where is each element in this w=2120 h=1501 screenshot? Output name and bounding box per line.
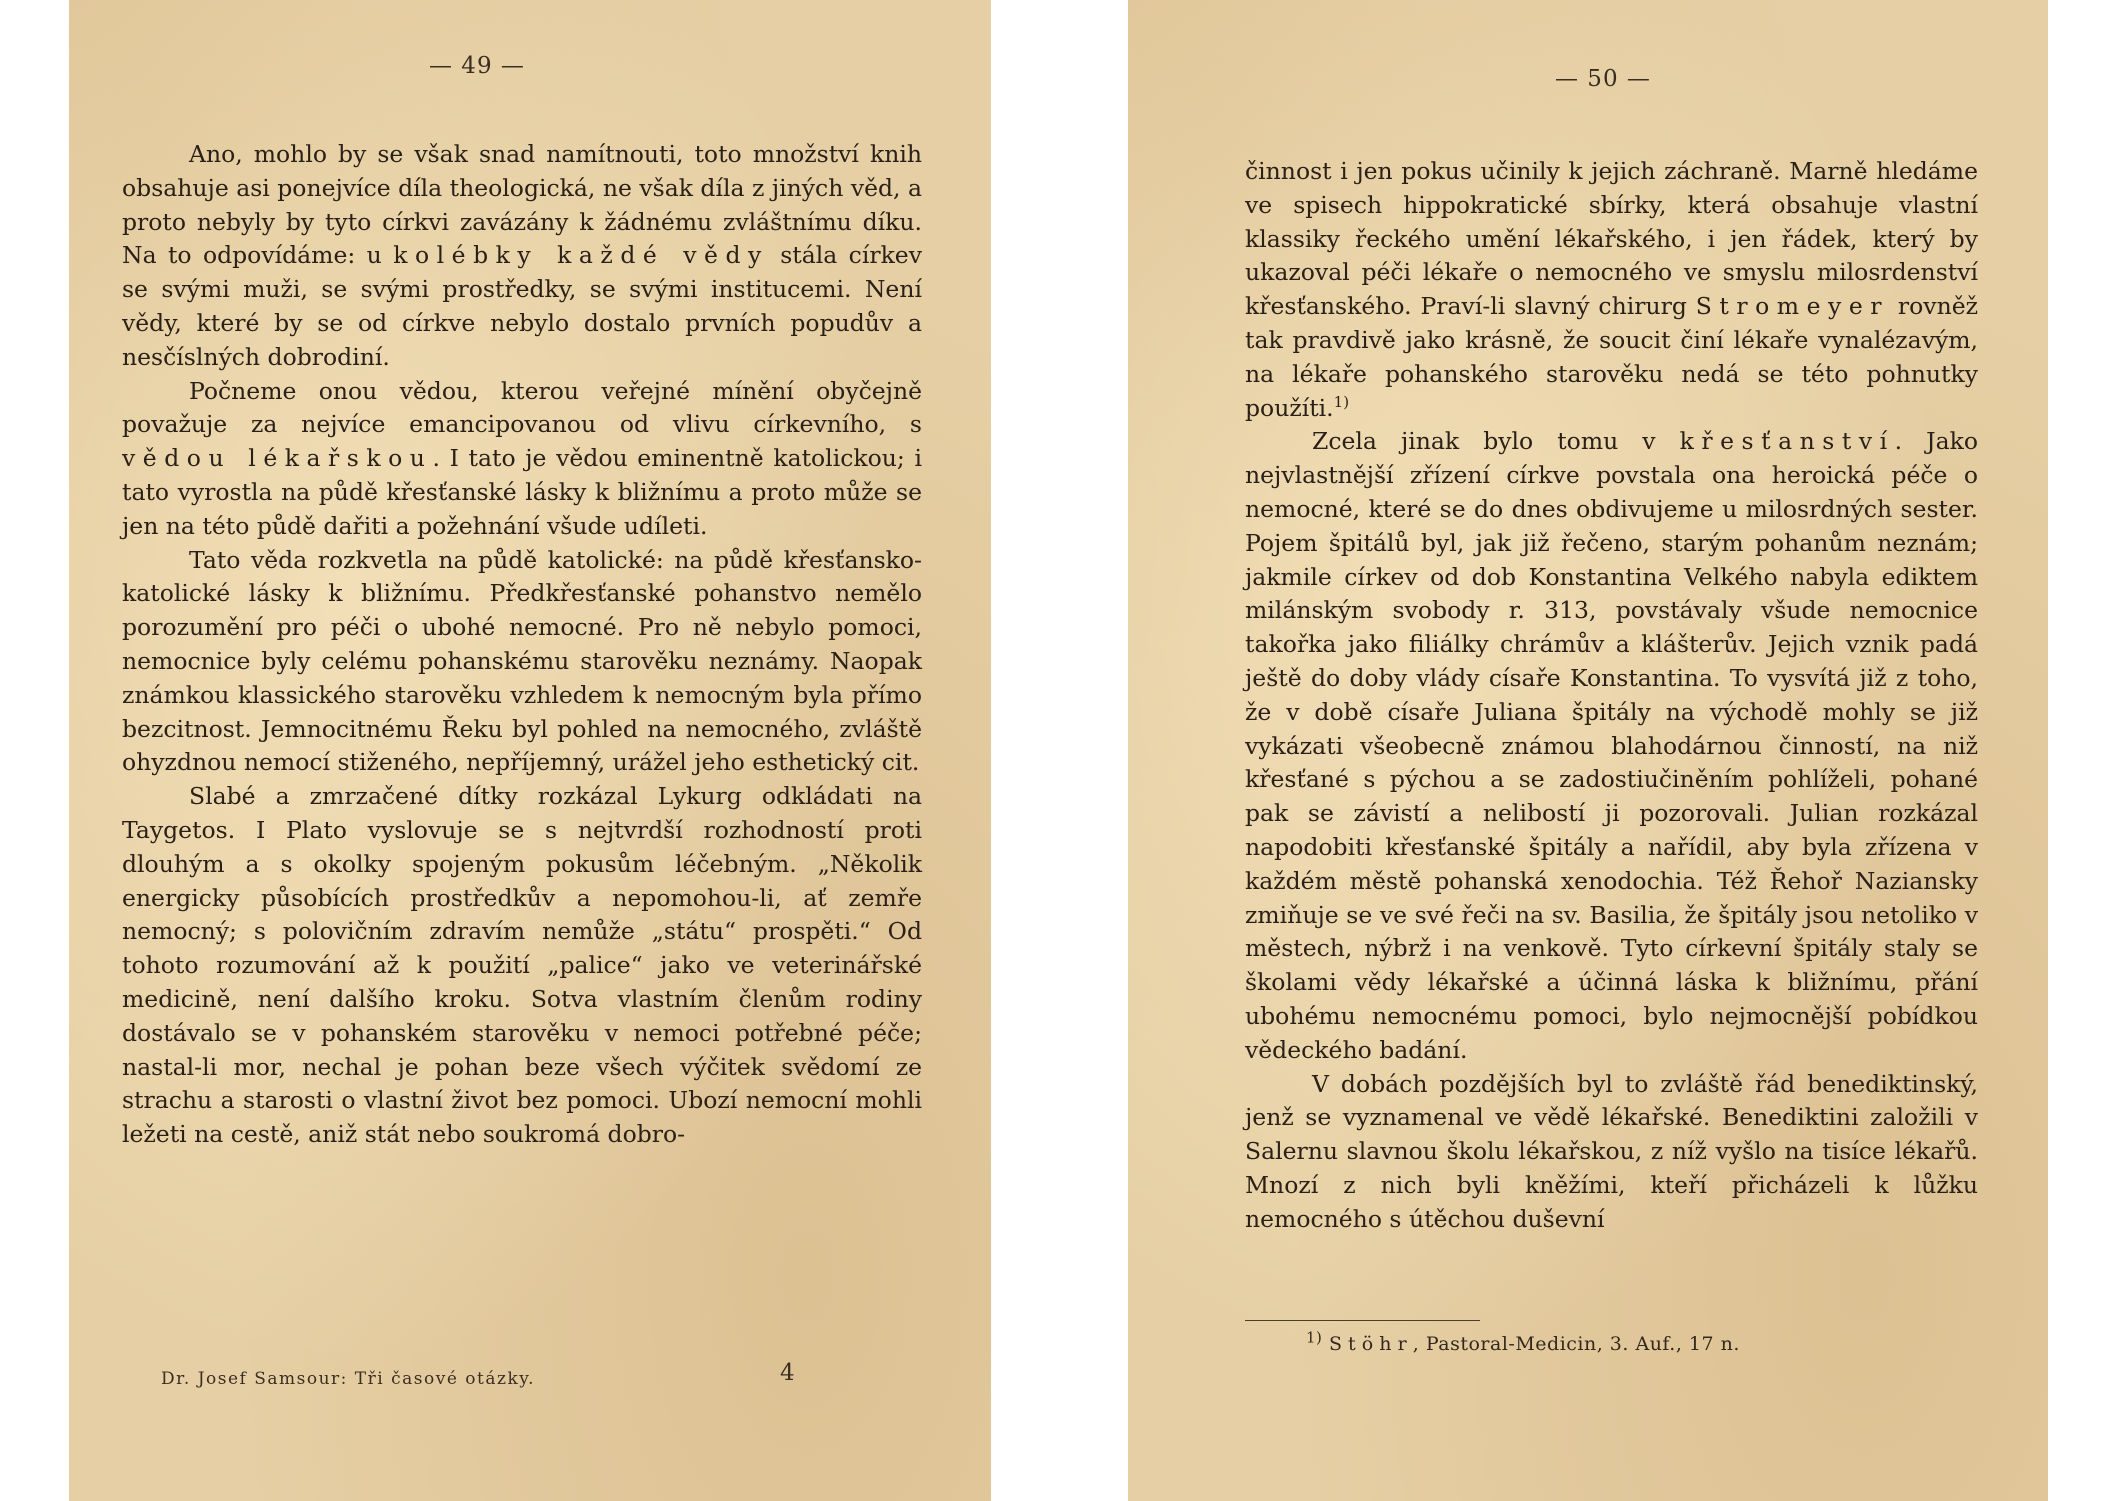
paragraph (1245, 425, 1978, 1067)
footer-signature: Dr. Josef Samsour: Tři časové otázky. (161, 1369, 535, 1389)
text-run: V dobách pozdějších byl to zvláště řád benediktinský, jenž se vyznamenal ve vědě lékařské. Benediktini založili v Salernu slavnou školu lékařskou, z níž vyšlo na tisíce lékařů. Mnozí z nich byli kněžími, kteří přicházeli k lůžku nemocného s útěchou duševní (1245, 1069, 1978, 1233)
sheet-number: 4 (780, 1360, 795, 1386)
footnote (1306, 1328, 1740, 1355)
text-run: Ano, mohlo by se však snad namítnouti, toto množství knih obsahuje asi ponejvíce díla theologická, ne však díla z jiných věd, a proto nebyly by tyto církvi zavázány k žádnému zvláštnímu díku. Na to odpovídáme: u (122, 140, 922, 270)
text-run: Tato věda rozkvetla na půdě katolické: na půdě křesťansko-katolické lásky k bližnímu. Předkřesťanské pohanstvo nemělo porozumění pro péči o ubohé nemocné. Pro ně nebylo pomoci, nemocnice byly celému pohanskému starověku neznámy. Naopak známkou klassického starověku vzhledem k nemocným byla přímo bezcitnost. Jemnocitnému Řeku byl pohled na nemocného, zvláště ohyzdnou nemocí stiženého, nepříjemný, urážel jeho esthetický cit. (122, 545, 922, 777)
spaced-emphasis: vědou lékařskou (122, 444, 433, 473)
right-page (1128, 0, 2048, 1501)
text-run: činnost i jen pokus učinily k jejich záchraně. Marně hledáme ve spisech hippokratické sbírky, která obsahuje vlastní klassiky řeckého umění lékařského, i jen řádek, který by ukazoval péči lékaře o nemocného ve smyslu milosrdenství křesťanského. Praví-li slavný chirurg (1245, 157, 1978, 321)
footnote-rule (1245, 1320, 1480, 1321)
footnote-text: , Pastoral-Medicin, 3. Auf., 17 n. (1412, 1333, 1740, 1355)
left-page (69, 0, 991, 1501)
paragraph (1245, 155, 1978, 425)
spaced-emphasis: Stromeyer (1695, 292, 1889, 321)
text-run: Zcela jinak bylo tomu v (1312, 427, 1680, 456)
text-run: stála církev se svými muži, se svými prostředky, se svými institucemi. Není vědy, které by se od církve nebylo dostalo prvních popudův a nesčíslných dobrodiní. (122, 241, 922, 371)
paragraph (122, 138, 922, 375)
spaced-emphasis: křesťanství (1679, 427, 1895, 456)
text-run: rovněž tak pravdivě jako krásně, že soucit činí lékaře vynalézavým, na lékaře pohanského starověku nedá se této pohnutky použíti. (1245, 292, 1978, 422)
paragraph (1245, 1068, 1978, 1237)
footnote-reference: 1) (1333, 392, 1350, 411)
footnote-author: Stöhr (1328, 1333, 1413, 1355)
text-run: . Jako nejvlastnější zřízení církve povstala ona heroická péče o nemocné, které se do dnes obdivujeme u milosrdných sester. Pojem špitálů byl, jak již řečeno, starým pohanům neznám; jakmile církev od dob Konstantina Velkého nabyla ediktem milánským svobody r. 313, povstávaly všude nemocnice takořka jako filiálky chrámův a klášterův. Jejich vznik padá ještě do doby vlády císaře Konstantina. To vysvítá již z toho, že v době císaře Juliana špitály na východě mohly se již vykázati všeobecně známou blahodárnou činností, na niž křesťané s pýchou a se zadostiučiněním pohlíželi, pohané pak se závistí a nelibostí ji pozorovali. Julian rozkázal napodobiti křesťanské špitály a nařídil, aby byla zřízena v každém městě pohanská xenodochia. Též Řehoř Naziansky zmiňuje se ve své řeči na sv. Basilia, že špitály jsou netoliko v městech, nýbrž i na venkově. Tyto církevní špitály staly se školami vědy lékařské a účinná láska k bližnímu, přání ubohému nemocnému pomoci, bylo nejmocnější pobídkou vědeckého badání. (1245, 427, 1978, 1064)
footnote-marker: 1) (1306, 1328, 1323, 1347)
paragraph (122, 375, 922, 544)
paragraph (122, 544, 922, 781)
paragraph (122, 780, 922, 1152)
text-run: Počneme onou vědou, kterou veřejné mínění obyčejně považuje za nejvíce emancipovanou od vlivu církevního, s (122, 376, 922, 439)
page-body-text (1245, 155, 1978, 1237)
page-body-text (122, 138, 922, 1152)
page-number: — 49 — (429, 53, 525, 79)
text-run: Slabé a zmrzačené dítky rozkázal Lykurg odkládati na Taygetos. I Plato vyslovuje se s nejtvrdší rozhodností proti dlouhým a s okolky spojeným pokusům léčebným. „Několik energicky působících prostředkův a nepomohou-li, ať zemře nemocný; s polovičním zdravím nemůže „státu“ prospěti.“ Od tohoto rozumování až k použití „palice“ jako ve veterinářské medicině, není dalšího kroku. Sotva vlastním členům rodiny dostávalo se v pohanském starověku v nemoci potřebné péče; nastal-li mor, nechal je pohan beze všech výčitek svědomí ze strachu a starosti o vlastní život bez pomoci. Ubozí nemocní mohli ležeti na cestě, aniž stát nebo soukromá dobro- (122, 782, 922, 1149)
spaced-emphasis: kolébky každé vědy (393, 241, 769, 270)
page-number: — 50 — (1555, 66, 1651, 92)
text-run: . I tato je vědou eminentně katolickou; i tato vyrostla na půdě křesťanské lásky k bližnímu a proto může se jen na této půdě dařiti a požehnání všude udíleti. (122, 444, 922, 540)
